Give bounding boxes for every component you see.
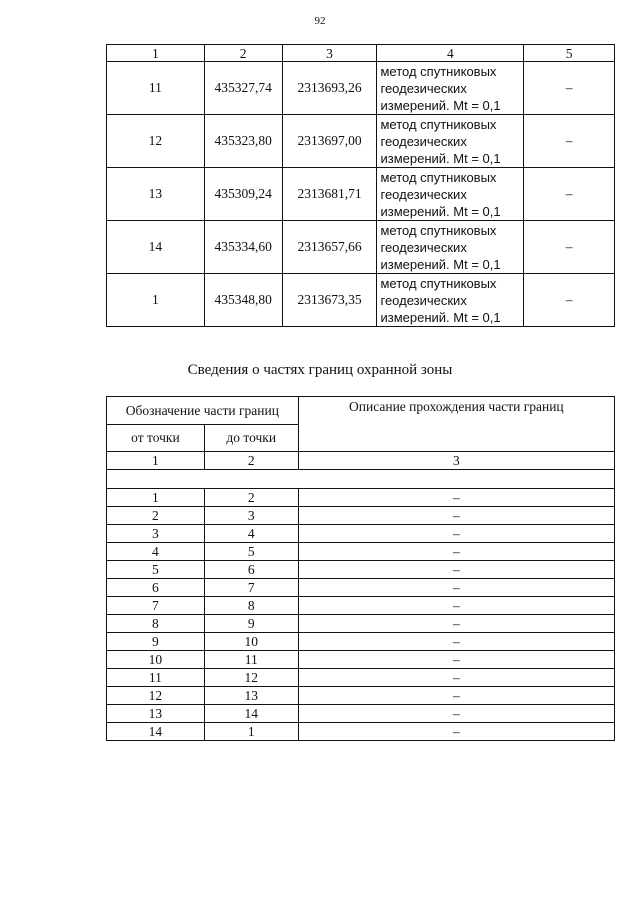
part-description: –	[298, 651, 614, 669]
column-number: 2	[204, 452, 298, 470]
note: –	[524, 168, 615, 221]
from-point: 5	[107, 561, 205, 579]
part-description: –	[298, 543, 614, 561]
from-point: 14	[107, 723, 205, 741]
from-point: 2	[107, 507, 205, 525]
method-description	[377, 221, 524, 274]
table-row	[107, 651, 615, 669]
table-row	[107, 579, 615, 597]
part-description: –	[298, 633, 614, 651]
y-coordinate: 2313693,26	[282, 62, 377, 115]
part-description: –	[298, 615, 614, 633]
table-row	[107, 274, 615, 327]
method-line: геодезических	[380, 292, 467, 308]
part-description: –	[298, 723, 614, 741]
part-description: –	[298, 525, 614, 543]
method-line: измерений. Mt = 0,1	[380, 203, 501, 219]
part-description: –	[298, 687, 614, 705]
from-point: 6	[107, 579, 205, 597]
y-coordinate: 2313657,66	[282, 221, 377, 274]
header-designation: Обозначение части границ	[107, 397, 299, 425]
x-coordinate: 435323,80	[204, 115, 282, 168]
method-line: измерений. Mt = 0,1	[380, 97, 501, 113]
table-row	[107, 525, 615, 543]
method-description	[377, 168, 524, 221]
table-row	[107, 221, 615, 274]
to-point: 7	[204, 579, 298, 597]
column-number: 3	[282, 45, 377, 62]
header-description: Описание прохождения части границ	[298, 397, 614, 452]
method-description	[377, 62, 524, 115]
from-point: 13	[107, 705, 205, 723]
from-point: 4	[107, 543, 205, 561]
method-description	[377, 115, 524, 168]
table-row	[107, 507, 615, 525]
method-line: измерений. Mt = 0,1	[380, 256, 501, 272]
section-title: Сведения о частях границ охранной зоны	[187, 362, 453, 378]
note: –	[524, 62, 615, 115]
column-number: 2	[204, 45, 282, 62]
table-row	[107, 543, 615, 561]
table-row	[107, 705, 615, 723]
table-row	[107, 723, 615, 741]
method-line: метод спутниковых	[380, 169, 497, 185]
y-coordinate: 2313681,71	[282, 168, 377, 221]
coordinates-table	[106, 44, 615, 327]
table-row	[107, 669, 615, 687]
y-coordinate: 2313697,00	[282, 115, 377, 168]
x-coordinate: 435309,24	[204, 168, 282, 221]
note: –	[524, 221, 615, 274]
from-point: 8	[107, 615, 205, 633]
method-line: геодезических	[380, 80, 467, 96]
from-point: 7	[107, 597, 205, 615]
from-point: 9	[107, 633, 205, 651]
part-description: –	[298, 489, 614, 507]
column-number: 3	[298, 452, 614, 470]
from-point: 12	[107, 687, 205, 705]
part-description: –	[298, 597, 614, 615]
header-row	[107, 45, 615, 62]
to-point: 12	[204, 669, 298, 687]
method-line: измерений. Mt = 0,1	[380, 150, 501, 166]
method-line: геодезических	[380, 186, 467, 202]
to-point: 8	[204, 597, 298, 615]
page-number: 92	[314, 15, 326, 27]
y-coordinate: 2313673,35	[282, 274, 377, 327]
from-point: 11	[107, 669, 205, 687]
method-line: метод спутниковых	[380, 63, 497, 79]
from-point: 1	[107, 489, 205, 507]
column-number: 4	[377, 45, 524, 62]
from-point: 3	[107, 525, 205, 543]
header-from-point: от точки	[107, 425, 205, 452]
method-line: геодезических	[380, 133, 467, 149]
table-row	[107, 687, 615, 705]
to-point: 5	[204, 543, 298, 561]
method-description	[377, 274, 524, 327]
table-row	[107, 115, 615, 168]
to-point: 9	[204, 615, 298, 633]
to-point: 3	[204, 507, 298, 525]
column-number: 1	[107, 452, 205, 470]
to-point: 10	[204, 633, 298, 651]
table-row	[107, 168, 615, 221]
to-point: 6	[204, 561, 298, 579]
part-description: –	[298, 669, 614, 687]
header-row	[107, 397, 615, 425]
table-row	[107, 597, 615, 615]
to-point: 13	[204, 687, 298, 705]
part-description: –	[298, 579, 614, 597]
note: –	[524, 274, 615, 327]
column-number: 1	[107, 45, 205, 62]
part-description: –	[298, 561, 614, 579]
method-line: измерений. Mt = 0,1	[380, 309, 501, 325]
table-row	[107, 561, 615, 579]
to-point: 11	[204, 651, 298, 669]
method-line: метод спутниковых	[380, 116, 497, 132]
to-point: 1	[204, 723, 298, 741]
part-description: –	[298, 705, 614, 723]
method-line: метод спутниковых	[380, 222, 497, 238]
x-coordinate: 435327,74	[204, 62, 282, 115]
method-line: метод спутниковых	[380, 275, 497, 291]
table-row	[107, 615, 615, 633]
part-description: –	[298, 507, 614, 525]
header-to-point: до точки	[204, 425, 298, 452]
table-row	[107, 633, 615, 651]
table-row	[107, 62, 615, 115]
from-point: 10	[107, 651, 205, 669]
table-row	[107, 489, 615, 507]
x-coordinate: 435348,80	[204, 274, 282, 327]
boundary-parts-table	[106, 396, 615, 741]
column-number-row	[107, 452, 615, 470]
point-number: 13	[107, 168, 205, 221]
to-point: 2	[204, 489, 298, 507]
point-number: 11	[107, 62, 205, 115]
x-coordinate: 435334,60	[204, 221, 282, 274]
point-number: 14	[107, 221, 205, 274]
blank-cell	[107, 470, 615, 489]
blank-row	[107, 470, 615, 489]
point-number: 1	[107, 274, 205, 327]
column-number: 5	[524, 45, 615, 62]
to-point: 14	[204, 705, 298, 723]
note: –	[524, 115, 615, 168]
method-line: геодезических	[380, 239, 467, 255]
point-number: 12	[107, 115, 205, 168]
to-point: 4	[204, 525, 298, 543]
